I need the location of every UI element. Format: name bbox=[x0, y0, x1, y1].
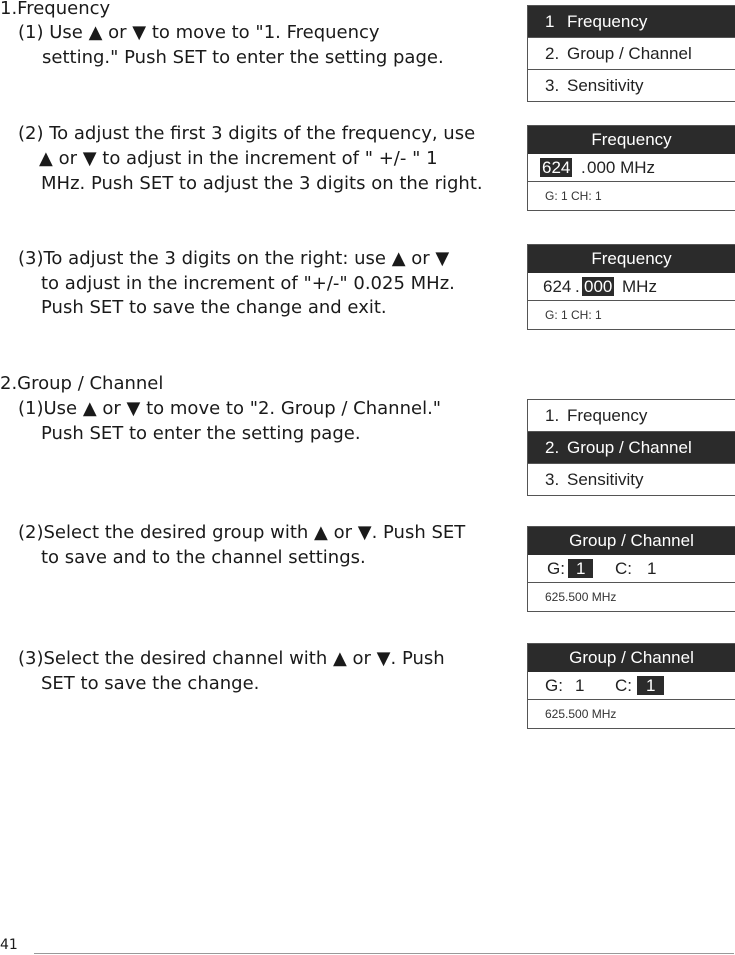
page-number: 41 bbox=[0, 937, 18, 953]
step-text: SET to save the change. bbox=[41, 673, 260, 694]
step-text: (1)Use ▲ or ▼ to move to "2. Group / Channel." bbox=[18, 398, 442, 419]
step-text: (3)To adjust the 3 digits on the right: use ▲ or ▼ bbox=[18, 248, 450, 269]
frequency-rest: 000 MHz bbox=[587, 158, 656, 177]
step-text: setting." Push SET to enter the setting page. bbox=[42, 47, 444, 68]
menu-item-group-channel: 2. Group / Channel bbox=[528, 431, 735, 463]
step-text: to save and to the channel settings. bbox=[41, 547, 366, 568]
section-title-group-channel: 2.Group / Channel bbox=[0, 373, 164, 394]
group-channel-status: G: 1 CH: 1 bbox=[545, 308, 602, 322]
step-text: (2) To adjust the first 3 digits of the frequency, use bbox=[18, 123, 476, 144]
frequency-main-digits: 624 bbox=[542, 158, 571, 177]
footer-rule bbox=[34, 953, 734, 954]
channel-value: 1 bbox=[637, 676, 664, 695]
step-text: MHz. Push SET to adjust the 3 digits on the right. bbox=[41, 173, 483, 194]
step-text: to adjust in the increment of "+/-" 0.025 MHz. bbox=[41, 273, 455, 294]
group-channel-value: G: 1 C: 1 bbox=[528, 555, 735, 583]
lcd-group-select bbox=[527, 526, 735, 612]
section-title-frequency: 1.Frequency bbox=[0, 0, 111, 19]
step-text: Push SET to save the change and exit. bbox=[41, 297, 387, 318]
menu-item-group-channel: 2. Group / Channel bbox=[528, 37, 735, 69]
frequency-main-digits: 624 bbox=[543, 277, 572, 296]
group-value: 1 bbox=[575, 676, 585, 695]
group-value: 1 bbox=[568, 559, 593, 578]
frequency-value: 624 . 000 MHz bbox=[528, 273, 735, 301]
step-text: (3)Select the desired channel with ▲ or ▼. Push bbox=[18, 648, 445, 669]
menu-item-sensitivity: 3. Sensitivity bbox=[528, 463, 735, 495]
menu-item-frequency: 1 Frequency bbox=[528, 6, 735, 37]
lcd-channel-select bbox=[527, 643, 735, 729]
step-text: (2)Select the desired group with ▲ or ▼. Push SET bbox=[18, 522, 466, 543]
channel-value: 1 bbox=[647, 559, 657, 578]
frequency-decimal-digits: 000 bbox=[584, 277, 613, 296]
group-channel-value: G: 1 C: 1 bbox=[528, 672, 735, 700]
menu-item-frequency: 1. Frequency bbox=[545, 406, 648, 425]
menu-item-sensitivity: 3. Sensitivity bbox=[528, 69, 735, 101]
lcd-header: Group / Channel bbox=[528, 644, 735, 672]
step-text: ▲ or ▼ to adjust in the increment of " +/- " 1 bbox=[39, 148, 438, 169]
frequency-status: 625.500 MHz bbox=[545, 707, 617, 721]
lcd-header: Group / Channel bbox=[528, 527, 735, 555]
group-channel-status: G: 1 CH: 1 bbox=[545, 189, 602, 203]
frequency-status: 625.500 MHz bbox=[545, 590, 617, 604]
lcd-menu-group-channel bbox=[527, 399, 735, 496]
step-text: Push SET to enter the setting page. bbox=[41, 423, 361, 444]
step-text: (1) Use ▲ or ▼ to move to "1. Frequency bbox=[18, 22, 380, 43]
frequency-unit: MHz bbox=[622, 277, 657, 296]
lcd-header: Frequency bbox=[528, 245, 735, 273]
frequency-value: 624 . 000 MHz bbox=[528, 154, 735, 182]
lcd-frequency-main bbox=[527, 125, 735, 211]
lcd-menu-frequency bbox=[527, 5, 735, 102]
lcd-header: Frequency bbox=[528, 126, 735, 154]
lcd-frequency-decimal bbox=[527, 244, 735, 330]
